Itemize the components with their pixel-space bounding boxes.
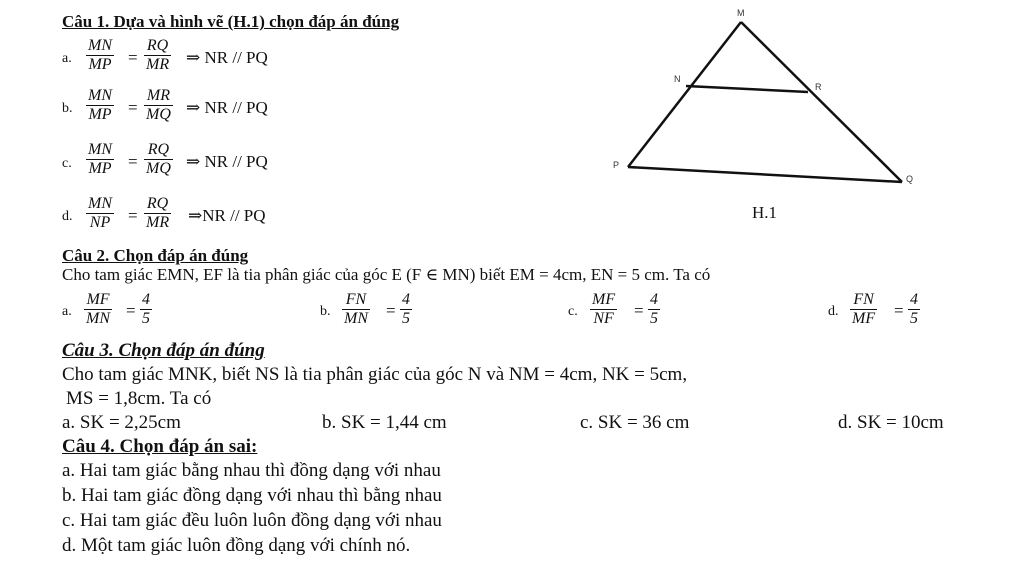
option-label: a.: [62, 51, 72, 66]
option-label: b.: [320, 304, 331, 319]
fraction-left: $\frac{MN}{NP}$: [88, 195, 112, 231]
vertex-m-label: M: [737, 8, 745, 18]
fraction-right: $\frac{4}{5}$: [142, 291, 150, 327]
option-label: c.: [568, 304, 578, 319]
vertex-q-label: Q: [906, 174, 914, 184]
option-label: d.: [62, 209, 73, 224]
equals-sign: =: [894, 301, 904, 320]
q3-option-a[interactable]: a. SK = 2,25cm: [62, 412, 181, 433]
fraction-right: $\frac{4}{5}$: [910, 291, 918, 327]
q4-option-b[interactable]: b. Hai tam giác đồng dạng với nhau thì bằng nhau: [62, 485, 442, 506]
q2-statement: Cho tam giác EMN, EF là tia phân giác của góc E (F ∈ MN) biết EM = 4cm, EN = 5 cm. Ta có: [62, 265, 711, 284]
equals-sign: =: [128, 206, 138, 225]
fraction-right: $\frac{4}{5}$: [650, 291, 658, 327]
fraction-left: $\frac{FN}{MF}$: [852, 291, 876, 327]
side-mq: [741, 22, 902, 182]
q3-title: Câu 3. Chọn đáp án đúng: [62, 340, 265, 361]
equals-sign: =: [128, 48, 138, 67]
vertex-r-label: R: [815, 82, 822, 92]
option-label: c.: [62, 156, 72, 171]
conclusion: ⇒ NR // PQ: [186, 48, 268, 67]
fraction-left: $\frac{MN}{MP}$: [88, 37, 112, 73]
option-label: d.: [828, 304, 839, 319]
vertex-n-label: N: [674, 74, 681, 84]
fraction-right: $\frac{MR}{MQ}$: [146, 87, 171, 123]
q3-option-d[interactable]: d. SK = 10cm: [838, 412, 944, 433]
equals-sign: =: [128, 152, 138, 171]
conclusion: ⇒NR // PQ: [188, 206, 266, 225]
option-label: a.: [62, 304, 72, 319]
vertex-p-label: P: [613, 160, 620, 170]
equals-sign: =: [128, 98, 138, 117]
q4-option-a[interactable]: a. Hai tam giác bằng nhau thì đồng dạng với nhau: [62, 460, 441, 481]
q2-title: Câu 2. Chọn đáp án đúng: [62, 246, 249, 265]
equals-sign: =: [634, 301, 644, 320]
q3-statement-line2: MS = 1,8cm. Ta có: [66, 388, 212, 409]
fraction-left: $\frac{MN}{MP}$: [88, 141, 112, 177]
q3-statement-line1: Cho tam giác MNK, biết NS là tia phân giác của góc N và NM = 4cm, NK = 5cm,: [62, 364, 688, 385]
option-label: b.: [62, 101, 73, 116]
equals-sign: =: [386, 301, 396, 320]
fraction-right: $\frac{4}{5}$: [402, 291, 410, 327]
q3-option-c[interactable]: c. SK = 36 cm: [580, 412, 690, 433]
segment-nr: [686, 86, 808, 92]
side-pq: [628, 167, 902, 182]
conclusion: ⇒ NR // PQ: [186, 98, 268, 117]
fraction-left: $\frac{MF}{MN}$: [86, 291, 110, 327]
q4-title: Câu 4. Chọn đáp án sai:: [62, 436, 258, 457]
fraction-right: $\frac{RQ}{MQ}$: [146, 141, 171, 177]
q4-option-d[interactable]: d. Một tam giác luôn đồng dạng với chính nó.: [62, 535, 411, 556]
q4-option-c[interactable]: c. Hai tam giác đều luôn luôn đồng dạng với nhau: [62, 510, 442, 531]
conclusion: ⇒ NR // PQ: [186, 152, 268, 171]
figure-caption: H.1: [752, 203, 778, 222]
side-mp: [628, 22, 741, 167]
fraction-left: $\frac{FN}{MN}$: [344, 291, 368, 327]
fraction-left: $\frac{MF}{NF}$: [592, 291, 616, 327]
fraction-left: $\frac{MN}{MP}$: [88, 87, 112, 123]
fraction-right: $\frac{RQ}{MR}$: [146, 37, 170, 73]
equals-sign: =: [126, 301, 136, 320]
q3-option-b[interactable]: b. SK = 1,44 cm: [322, 412, 447, 433]
q1-title: Câu 1. Dựa và hình vẽ (H.1) chọn đáp án đúng: [62, 12, 400, 31]
fraction-right: $\frac{RQ}{MR}$: [146, 195, 170, 231]
